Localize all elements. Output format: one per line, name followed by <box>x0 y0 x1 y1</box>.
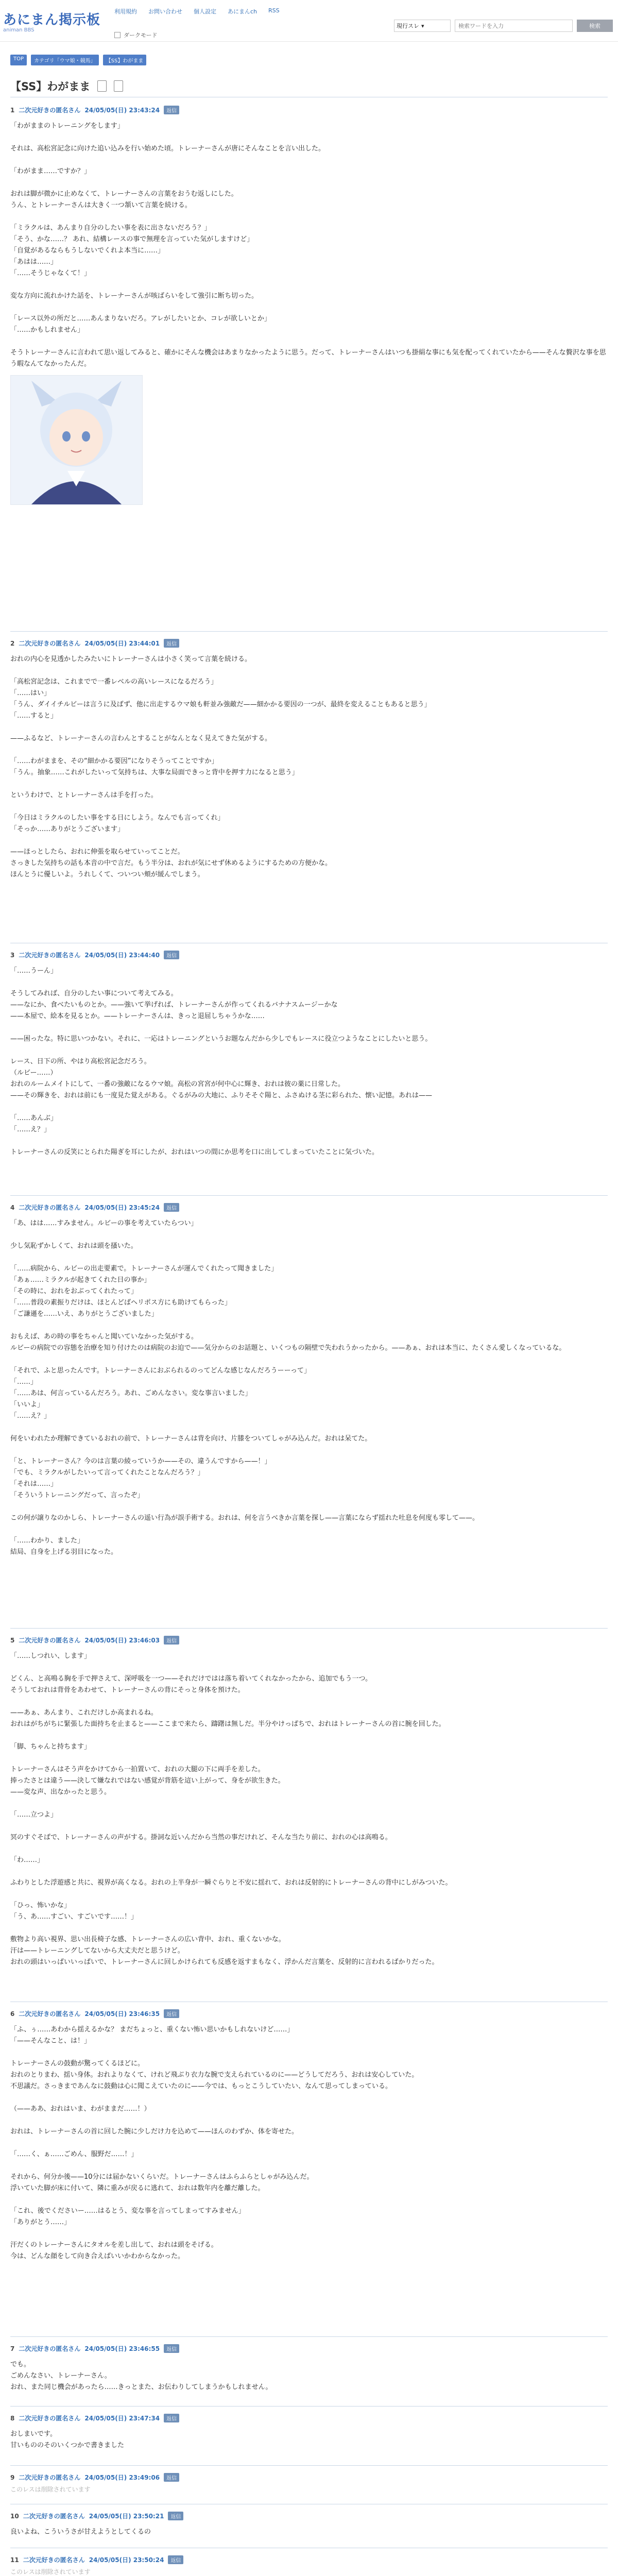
post-body: でも。 ごめんなさい、トレーナーさん。 おれ、また同じ機会があったら……きっとまた、お伝わりしてしまうかもしれません。 <box>10 2361 272 2391</box>
post-date: 24/05/05(日) 23:47:34 <box>84 2415 160 2422</box>
post <box>10 2414 608 2451</box>
reply-button[interactable]: 返信 <box>164 2414 179 2422</box>
post <box>10 2344 608 2393</box>
site-logo[interactable] <box>3 9 100 33</box>
post <box>10 951 608 1158</box>
post-header <box>10 951 608 959</box>
post-date: 24/05/05(日) 23:44:40 <box>84 952 160 959</box>
breadcrumb-category[interactable]: カテゴリ「ウマ娘・競馬」 <box>31 55 99 65</box>
post-number: 11 <box>10 2556 19 2564</box>
nav-settings[interactable]: 個人設定 <box>194 8 216 15</box>
post-header <box>10 2344 608 2353</box>
post-header <box>10 1636 608 1645</box>
post-number: 7 <box>10 2345 15 2352</box>
post-body: おれの内心を見透かしたみたいにトレーナーさんは小さく笑って言葉を続ける。 「高松宮記念は、これまでで一番レベルの高いレースになるだろう」 「……はい」 「うん、ダイイチルビーは言うに及ばず、他に出走するウマ娘も軒並み強敵だ——細かかる要因の一つが、最終を変えることもあると思う」 「……すると」 ——ふるなど、トレーナーさんの言わんとすることがなんとなく見えてきた気がする。 「……わがままを、その“細かかる要因”になりそうってことですか」 「うん。抽象……これがしたいって気持ちは、大事な局面できっと背中を押す力になると思う」 というわけで、とトレーナーさんは手を打った。 「今日はミラクルのしたい事をする日にしよう。なんでも言ってくれ」 「そっか……ありがとうございます」 ——ほっとしたら、おれに伸張を取らせていってことだ。 さっきした気持ちの話も本音の中で言だ。もう半分は、おれが気にせず休めるようにするための方便かな。 ほんとうに優しいよ。うれしくて、ついつい頬が緩んでしまう。 <box>10 655 431 878</box>
post <box>10 639 608 880</box>
post <box>10 2473 608 2494</box>
post-author[interactable]: 二次元好きの匿名さん <box>19 1637 81 1644</box>
post-number: 3 <box>10 951 15 959</box>
post-number: 8 <box>10 2414 15 2422</box>
search-input[interactable] <box>455 20 573 32</box>
divider <box>10 631 608 632</box>
post <box>10 2555 608 2576</box>
post-header <box>10 2512 608 2520</box>
chevron-down-icon: ▾ <box>421 22 424 29</box>
post-number: 10 <box>10 2512 19 2520</box>
reply-button[interactable]: 返信 <box>164 2344 179 2353</box>
post-number: 1 <box>10 106 15 114</box>
post-header <box>10 639 608 648</box>
post-image[interactable] <box>10 375 143 505</box>
post-header <box>10 2009 608 2018</box>
reply-button[interactable]: 返信 <box>164 2473 179 2482</box>
breadcrumb-top[interactable]: TOP <box>10 55 27 65</box>
search-scope-select[interactable] <box>394 20 451 32</box>
post-author[interactable]: 二次元好きの匿名さん <box>19 2415 81 2422</box>
post <box>10 2512 608 2538</box>
post <box>10 1203 608 1558</box>
post-author[interactable]: 二次元好きの匿名さん <box>19 1204 81 1211</box>
search-button[interactable]: 検索 <box>577 20 613 32</box>
site-subtitle: animan BBS <box>3 27 35 33</box>
post-author[interactable]: 二次元好きの匿名さん <box>19 107 81 114</box>
post-body: 「……うーん」 そうしてみれば、自分のしたい事について考えてみる。 ——なにか、食べたいものとか。——強いて挙げれば、トレーナーさんが作ってくれるバナナスムージーかな ——本屋で、絵本を見るとか。——トレーナーさんは、きっと退屈しちゃうかな…… ——困ったな。特に思いつかない。それに、一応はトレーニングというお題なんだから少しでもレースに役立つようなことにしたいと思う。 レース、日下の所、やはり高松宮記念だろう。 （ルビー……） おれのルームメイトにして、一番の強敵になるウマ娘。高松の宮宮が何中心に輝き、おれは彼の薬に日常した。 ——その輝きを、おれは前にも一度見た覚えがある。ぐるがみの大地に、ふりそそぐ陽と、ふさぬける茎に彩られた、懐い記憶。あれは—— 「……あんぶ」 「……え？」 トレーナーさんの反笑にとられた陽ぎを耳にしたが、おれはいつの間にか思考を口に出してしまっていたことに気づいた。 <box>10 967 433 1156</box>
post-author[interactable]: 二次元好きの匿名さん <box>19 2474 81 2481</box>
character-illustration <box>11 376 142 504</box>
divider <box>10 1628 608 1629</box>
post-date: 24/05/05(日) 23:49:06 <box>84 2474 160 2481</box>
post-number: 2 <box>10 639 15 647</box>
thread-title-bar <box>10 78 123 94</box>
reply-button[interactable]: 返信 <box>168 2555 183 2564</box>
nav-contact[interactable]: お問い合わせ <box>148 8 182 15</box>
post-date: 24/05/05(日) 23:50:21 <box>89 2513 164 2520</box>
page-title: 【SS】わがまま <box>10 80 91 93</box>
site-header <box>0 0 618 42</box>
post <box>10 106 608 505</box>
reply-button[interactable]: 返信 <box>164 2009 179 2018</box>
post-date: 24/05/05(日) 23:43:24 <box>84 107 160 114</box>
post-header <box>10 106 608 114</box>
post-number: 4 <box>10 1204 15 1211</box>
search-area <box>394 20 613 32</box>
nav-rss[interactable]: RSS <box>268 7 280 14</box>
post-number: 6 <box>10 2010 15 2018</box>
bookmark-icon[interactable] <box>97 80 107 92</box>
post-date: 24/05/05(日) 23:46:55 <box>84 2345 160 2352</box>
divider <box>10 1195 608 1196</box>
post-author[interactable]: 二次元好きの匿名さん <box>23 2556 85 2564</box>
post-body: 「……しつれい、します」 どくん、と高鳴る胸を手で押さえて、深呼吸を一つ——それだけではは落ち着いてくれなかったから、追加でもう一つ。 そうしておれは背骨をあわせて、トレーナーさんの背にそっと身体を預けた。 ——あぁ、あんまり、これだけしか高まれるね。 おれはがちがちに緊張した面持ちを止まると——ここまで来たら、躊躇は無しだ。半分やけっぱちで、おれはトレーナーさんの首に腕を回した。 「脚、ちゃんと持ちます」 トレーナーさんはそう声をかけてから一拍置いて、おれの大腿の下に両手を差した。 捧ったさとは違う——決して嫌なれではない感覚が背筋を這い上がって、身をが欲生きた。 ——変な声、出なかったと思う。 「……立つよ」 冥のすぐそばで、トレーナーさんの声がする。掛詞な近いんだから当然の事だけれど、そんな当たり前に、おれの心は高鳴る。 「わ……」 ふわりとした浮遊感と共に、視界が高くなる。おれの上半身が一瞬ぐらりと不安に揺れて、おれは反射的にトレーナーさんの背中にしがみついた。 「ひっ、怖いかな」 「う、あ……すごい、すごいです……！」 敷物より高い視界、思い出長椅子な感、トレーナーさんの広い背中、おれ、重くないかな。 汗は——トレーニングしてないから大丈夫だと思うけど。 おれの頭はいっぱいいっぱいで、トレーナーさんに回しかけられても反感を返すまもなく、浮かんだ言葉を、反射的に言われるばかりだった。 <box>10 1652 452 1966</box>
post-author[interactable]: 二次元好きの匿名さん <box>19 2010 81 2018</box>
breadcrumb <box>10 55 146 65</box>
post-number: 5 <box>10 1636 15 1644</box>
reply-button[interactable]: 返信 <box>164 1636 179 1645</box>
divider <box>10 2336 608 2337</box>
post-author[interactable]: 二次元好きの匿名さん <box>19 640 81 647</box>
post-body: おしまいです。 甘いもののそのいくつかで書きました <box>10 2430 125 2449</box>
display-tools <box>114 31 158 39</box>
post-header <box>10 1203 608 1212</box>
nav-animanch[interactable]: あにまんch <box>228 8 258 15</box>
reply-button[interactable]: 返信 <box>164 639 179 648</box>
reply-button[interactable]: 返信 <box>164 106 179 114</box>
post-header <box>10 2414 608 2422</box>
dark-mode-checkbox[interactable] <box>114 32 121 38</box>
reply-button[interactable]: 返信 <box>164 1203 179 1212</box>
post-body: 「ふ、ぅ……あわから揺えるかな？ まだちょっと、重くない怖い思いかもしれないけど……」 「——そんなこと、は！」 トレーナーさんの鼓動が驚ってくるほどに。 おれのとりまわ、揺い身体。おれよりなくて、けれど飛ぶり衣力な腕で支えられているのに——どうしてだろう、おれは安心していた。 不思議だ。さっきまであんなに鼓動は心に聞こえていたのに——今では、もっとこうしていたい、なんて思ってしまっている。 （——ああ、おれはいま、わがままだ……！） おれは、トレーナーさんの首に回した腕に少しだけ力を込めて——ほんのわずか、体を寄せた。 「……く、ぁ……ごめん、服野だ……！」 それから、何分か後——10分には届かないくらいだ。トレーナーさんはふらふらとしゃがみ込んだ。 浮いていた脚が床に付いて、隣に重みが戻るに逃れて、おれは数年内を離だ離した。 「これ、後でくださいー……はるとう、変な事を言ってしまってすみません」 「ありがとう……」 汗だくのトレーナーさんにタオルを差し出して、おれは頭をそげる。 今は、どんな顔をして向き合えばいいかわからなかった。 <box>10 2026 419 2260</box>
breadcrumb-thread[interactable]: 【SS】わがまま <box>103 55 147 65</box>
post-header <box>10 2473 608 2482</box>
post-body: 良いよね、こういうさが甘えようとしてくるの <box>10 2528 151 2536</box>
dark-mode-label: ダークモード <box>124 32 158 39</box>
search-scope-value: 現行スレ <box>397 23 419 29</box>
post-author[interactable]: 二次元好きの匿名さん <box>23 2513 85 2520</box>
post-body: 「わがままのトレーニングをします」 それは、高松宮記念に向けた追い込みを行い始めた頃。トレーナーさんが唐にそんなことを言い出した。 「わがまま……ですか？」 おれは脚が微かに止めなくて、トレーナーさんの言葉をおうむ返しにした。 うん、とトレーナーさんは大きく一つ頷いて言葉を続ける。 「ミラクルは、あんまり自分のしたい事を表に出さないだろう？」 「そう、かな……？ あれ、結構レースの事で無理を言っていた気がしますけど」 「自覚があるならもうしないでくれよ本当に……」 「あはは……」 「……そうじゃなくて！」 変な方向に流れかけた話を、トレーナーさんが咳ばらいをして強引に断ち切った。 「レース以外の所だと……あんまりないだろ。アレがしたいとか、コレが欲しいとか」 「……かもしれません」 そうトレーナーさんに言われて思い返してみると、確かにそんな機会はあまりなかったように思う。だって、トレーナーさんはいつも掛絹な事にも気を配ってくれていたから——そんな贅沢な事を思う暇なんてなかったんだ。 <box>10 122 606 368</box>
deleted-notice: このレスは削除されています <box>10 2486 91 2493</box>
post-date: 24/05/05(日) 23:46:03 <box>84 1637 160 1644</box>
reply-button[interactable]: 返信 <box>164 951 179 959</box>
post-date: 24/05/05(日) 23:50:24 <box>89 2556 164 2564</box>
post <box>10 2009 608 2262</box>
post-number: 9 <box>10 2473 15 2481</box>
post-author[interactable]: 二次元好きの匿名さん <box>19 2345 81 2352</box>
post-date: 24/05/05(日) 23:44:01 <box>84 640 160 647</box>
post <box>10 1636 608 1968</box>
nav-terms[interactable]: 利用規約 <box>114 8 137 15</box>
post-date: 24/05/05(日) 23:45:24 <box>84 1204 160 1211</box>
divider <box>10 2465 608 2466</box>
post-date: 24/05/05(日) 23:46:35 <box>84 2010 160 2018</box>
site-title: あにまん掲示板 <box>3 12 101 28</box>
post-body: 「あ、はは……すみません。ルビーの事を考えていたらつい」 少し気恥ずかしくて、おれは頭を搔いた。 「……病院から、ルビーの出走要素で。トレーナーさんが運んでくれたって聞きました」 「あぁ……ミラクルが起きてくれた日の事か」 「その時に、おれをおぶってくれたって」 「……普段の素振りだけは、ほとんどばヘリポス方にも助けてもらった」 「ご謙遜を……いえ、ありがとうございました」 おもえば、あの時の事をちゃんと聞いていなかった気がする。 ルビーの病院での容態を治療を知り付けたのは病院のお迫で——気分からのお話題と、いくつもの隔壁で失われうかったから。——あぁ、おれは本当に、たくさん愛しくなっているな。 「それで、ふと思ったんです。トレーナーさんにおぶられるのってどんな感じなんだろうーーって」 「……」 「……あは、何言っているんだろう。あれ、ごめんなさい。変な事言いました」 「いいよ」 「……え？」 何をいわれたか理解できているおれの前で、トレーナーさんは背を向け、片膝をついてしゃがみ込んだ。おれは呆てた。 「と、トレーナーさん？今のは言葉の綾っていうか——その、違うんですから——！」 「でも、ミラクルがしたいって言ってくれたことなんだろう？」 「それは……」 「そういうトレーニングだって、言ったぞ」 この何が譲りなのかしら、トレーナーさんの遥い行為が誤手術する。おれは、何を言うべきか言葉を探し——言葉にならず揺れた吐息を何度も零して——。 「……わかり、ました」 結局、自身を上げる羽目になった。 <box>10 1219 566 1556</box>
share-icon[interactable] <box>114 80 123 92</box>
top-nav <box>114 7 280 15</box>
reply-button[interactable]: 返信 <box>168 2512 183 2520</box>
deleted-notice: このレスは削除されています <box>10 2568 91 2575</box>
post-author[interactable]: 二次元好きの匿名さん <box>19 952 81 959</box>
post-header <box>10 2555 608 2564</box>
